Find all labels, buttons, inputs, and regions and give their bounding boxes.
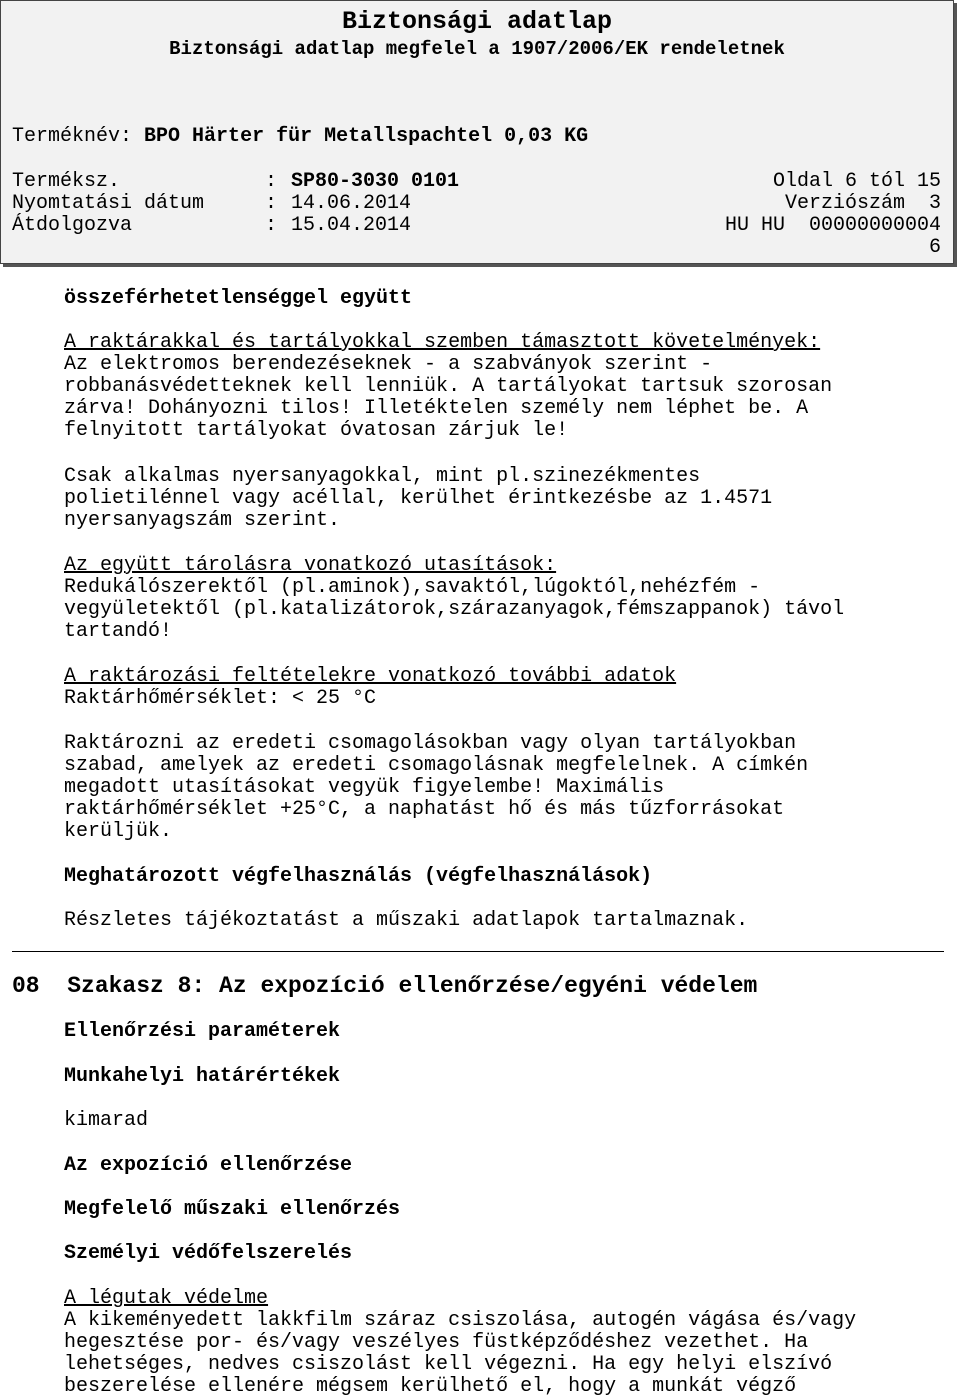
product-no-label: Terméksz.: [12, 170, 121, 193]
materials-text: Csak alkalmas nyersanyagokkal, mint pl.szinezékmentes polietilénnel vagy acéllal, kerülhet érintkezésbe az 1.4571 nyersanyagszám szerint.: [64, 465, 773, 532]
section-8-title: 08 Szakasz 8: Az expozíció ellenőrzése/egyéni védelem: [12, 973, 758, 999]
end-use-heading: Meghatározott végfelhasználás (végfelhasználások): [64, 865, 653, 888]
print-date-sep: :: [265, 192, 278, 215]
product-no-sep: :: [265, 170, 278, 193]
storage-text: Raktározni az eredeti csomagolásokban vagy olyan tartályokban szabad, amelyek az eredeti csomagolásnak megfelelnek. A címkén megadott utasításokat vegyük figyelembe! Maximális raktárhőmérséklet +25°C, a naphatást hő és más tűzforrásokat kerüljük.: [64, 732, 809, 843]
print-date-label: Nyomtatási dátum: [12, 192, 205, 215]
section-divider: [12, 951, 944, 952]
version-indicator: Verziószám 3: [784, 192, 941, 215]
respiratory-heading: A légutak védelme: [64, 1287, 269, 1310]
print-date-value: 14.06.2014: [291, 192, 412, 215]
product-name-label: Terméknév:: [12, 125, 133, 148]
ppe-heading: Személyi védőfelszerelés: [64, 1242, 353, 1265]
further-storage-heading: A raktározási feltételekre vonatkozó további adatok: [64, 665, 677, 688]
omitted-text: kimarad: [64, 1109, 149, 1132]
revised-sep: :: [265, 214, 278, 237]
storage-requirements-heading: A raktárakkal és tartályokkal szemben támasztott követelmények:: [64, 331, 821, 354]
product-name-row: [12, 125, 588, 148]
document-code: HU HU 00000000004: [724, 214, 941, 237]
revised-value: 15.04.2014: [291, 214, 412, 237]
document-subtitle: Biztonsági adatlap megfelel a 1907/2006/EK rendeletnek: [169, 38, 785, 60]
product-no-value: SP80-3030 0101: [291, 170, 460, 193]
storage-requirements-text: Az elektromos berendezéseknek - a szabványok szerint - robbanásvédetteknek kell lenniük. A tartályokat tartsuk szorosan zárva! Dohányozni tilos! Illetéktelen személy nem léphet be. A felnyitott tartályokat óvatosan zárjuk le!: [64, 353, 833, 442]
product-name-value: BPO Härter für Metallspachtel 0,03 KG: [144, 125, 589, 148]
joint-storage-heading: Az együtt tárolásra vonatkozó utasítások:: [64, 554, 557, 577]
document-title: Biztonsági adatlap: [341, 7, 613, 36]
control-parameters-heading: Ellenőrzési paraméterek: [64, 1020, 341, 1043]
end-use-text: Részletes tájékoztatást a műszaki adatlapok tartalmaznak.: [64, 909, 749, 932]
page-indicator: Oldal 6 tól 15: [772, 170, 941, 193]
workplace-limits-heading: Munkahelyi határértékek: [64, 1065, 341, 1088]
technical-control-heading: Megfelelő műszaki ellenőrzés: [64, 1198, 401, 1221]
document-header: [0, 0, 954, 264]
document-code-suffix: 6: [928, 236, 941, 259]
storage-temperature: Raktárhőmérséklet: < 25 °C: [64, 687, 377, 710]
joint-storage-text: Redukálószerektől (pl.aminok),savaktól,lúgoktól,nehézfém - vegyületektől (pl.katalizátorok,szárazanyagok,fémszappanok) távol tartandó!: [64, 576, 845, 643]
exposure-control-heading: Az expozíció ellenőrzése: [64, 1154, 353, 1177]
incompatibility-line: összeférhetetlenséggel együtt: [64, 287, 413, 310]
revised-label: Átdolgozva: [12, 214, 133, 237]
respiratory-text: A kikeményedett lakkfilm száraz csiszolása, autogén vágása és/vagy hegesztése por- és/vagy veszélyes füstképződéshez vezethet. Ha lehetséges, nedves csiszolást kell végezni. Ha egy helyi elszívó beszerelése ellenére mégsem kerülhető el, hogy a munkát végző: [64, 1309, 857, 1398]
